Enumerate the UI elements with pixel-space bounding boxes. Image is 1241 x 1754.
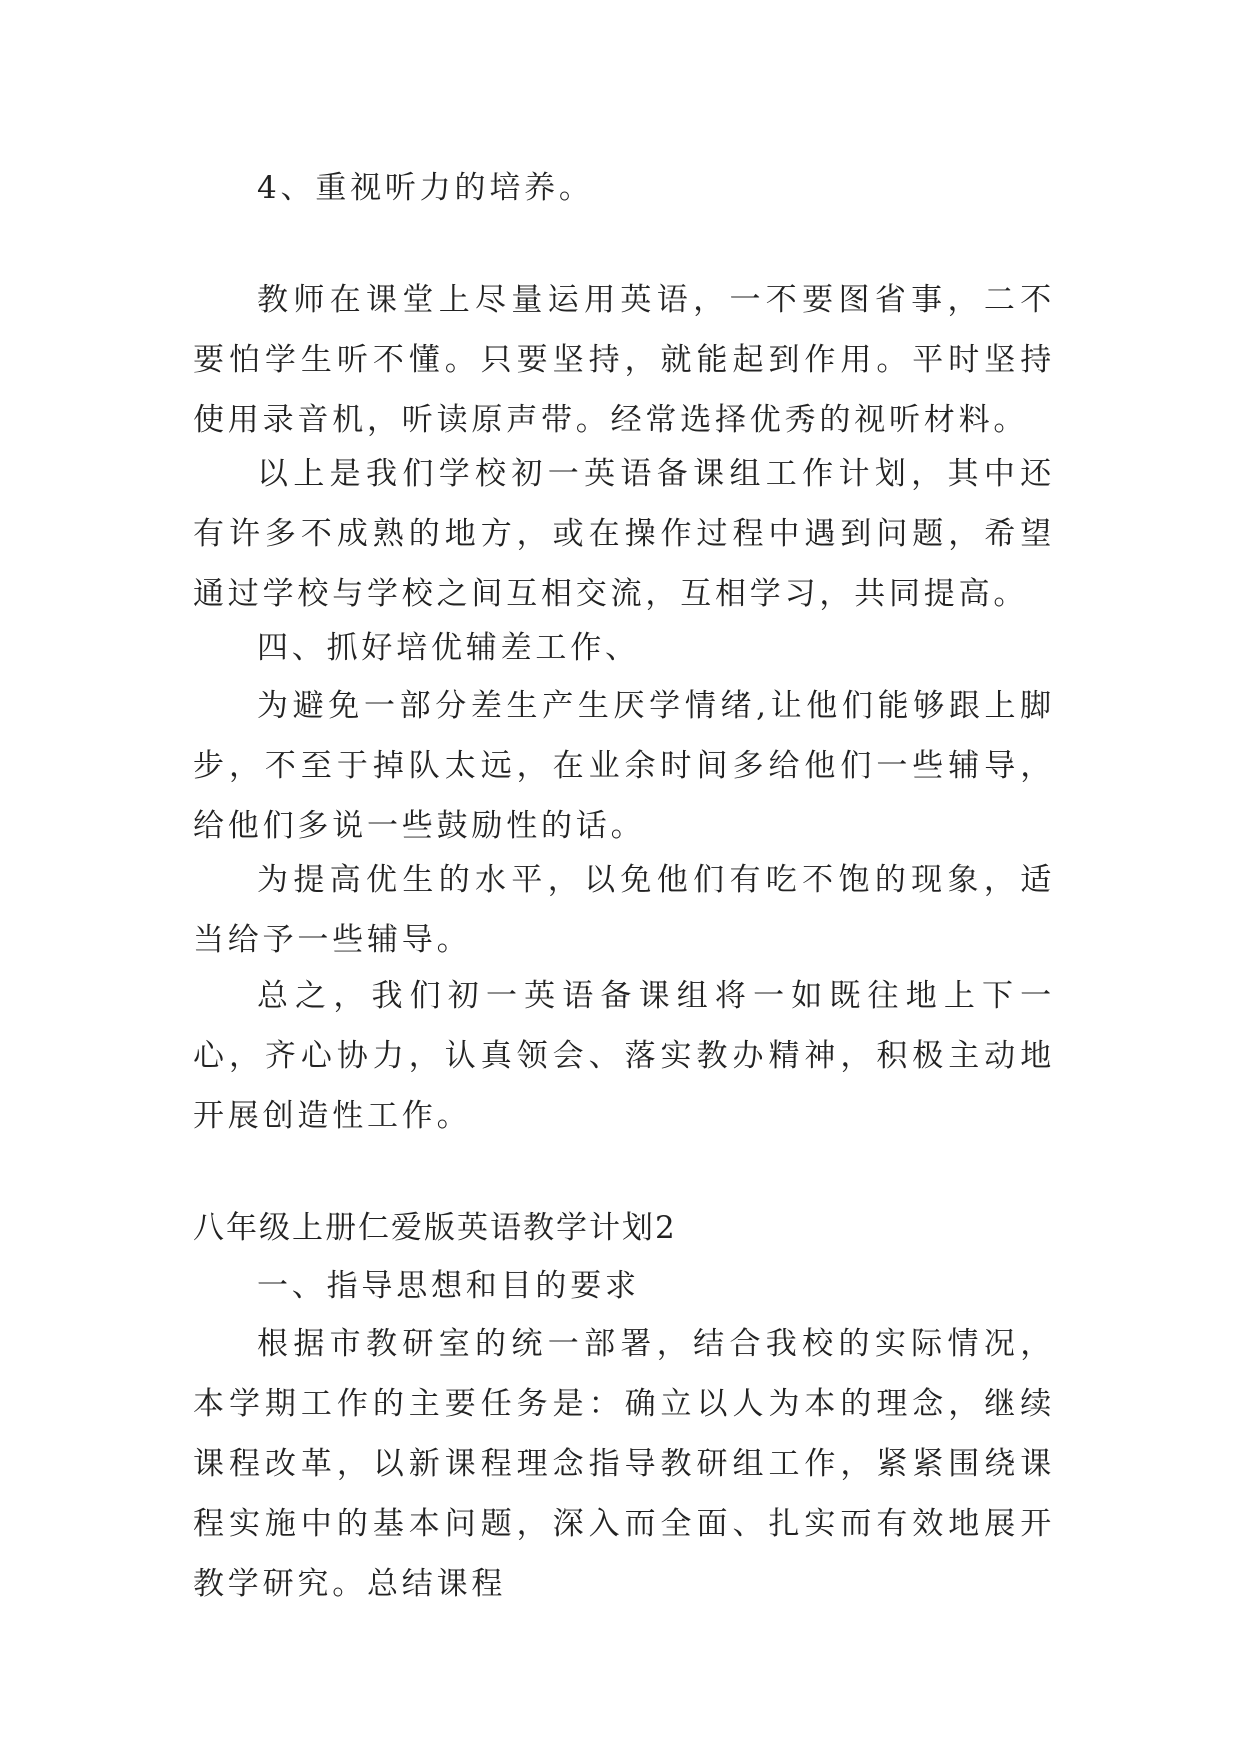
paragraph-listening-heading: 4、重视听力的培养。 [257, 170, 594, 206]
paragraph-top-students: 为提高优生的水平，以免他们有吃不饱的现象，适当给予一些辅导。 [193, 862, 1055, 958]
paragraph-guiding-ideology-heading: 一、指导思想和目的要求 [257, 1268, 640, 1304]
paragraph-weak-students: 为避免一部分差生产生厌学情绪,让他们能够跟上脚步，不至于掉队太远，在业余时间多给他们一些辅导，给他们多说一些鼓励性的话。 [193, 688, 1055, 844]
paragraph-conclusion: 总之，我们初一英语备课组将一如既往地上下一心，齐心协力，认真领会、落实教办精神，积极主动地开展创造性工作。 [193, 978, 1055, 1134]
paragraph-plan-summary: 以上是我们学校初一英语备课组工作计划，其中还有许多不成熟的地方，或在操作过程中遇到问题，希望通过学校与学校之间互相交流，互相学习，共同提高。 [193, 456, 1055, 612]
paragraph-classroom-english: 教师在课堂上尽量运用英语，一不要图省事，二不要怕学生听不懂。只要坚持，就能起到作用。平时坚持使用录音机，听读原声带。经常选择优秀的视听材料。 [193, 282, 1055, 438]
paragraph-work-tasks: 根据市教研室的统一部署，结合我校的实际情况，本学期工作的主要任务是：确立以人为本的理念，继续课程改革，以新课程理念指导教研组工作，紧紧围绕课程实施中的基本问题，深入而全面、扎实而有效地展开教学研究。总结课程 [193, 1326, 1055, 1602]
paragraph-section-four-heading: 四、抓好培优辅差工作、 [257, 630, 640, 666]
section-title: 八年级上册仁爱版英语教学计划2 [193, 1210, 677, 1246]
